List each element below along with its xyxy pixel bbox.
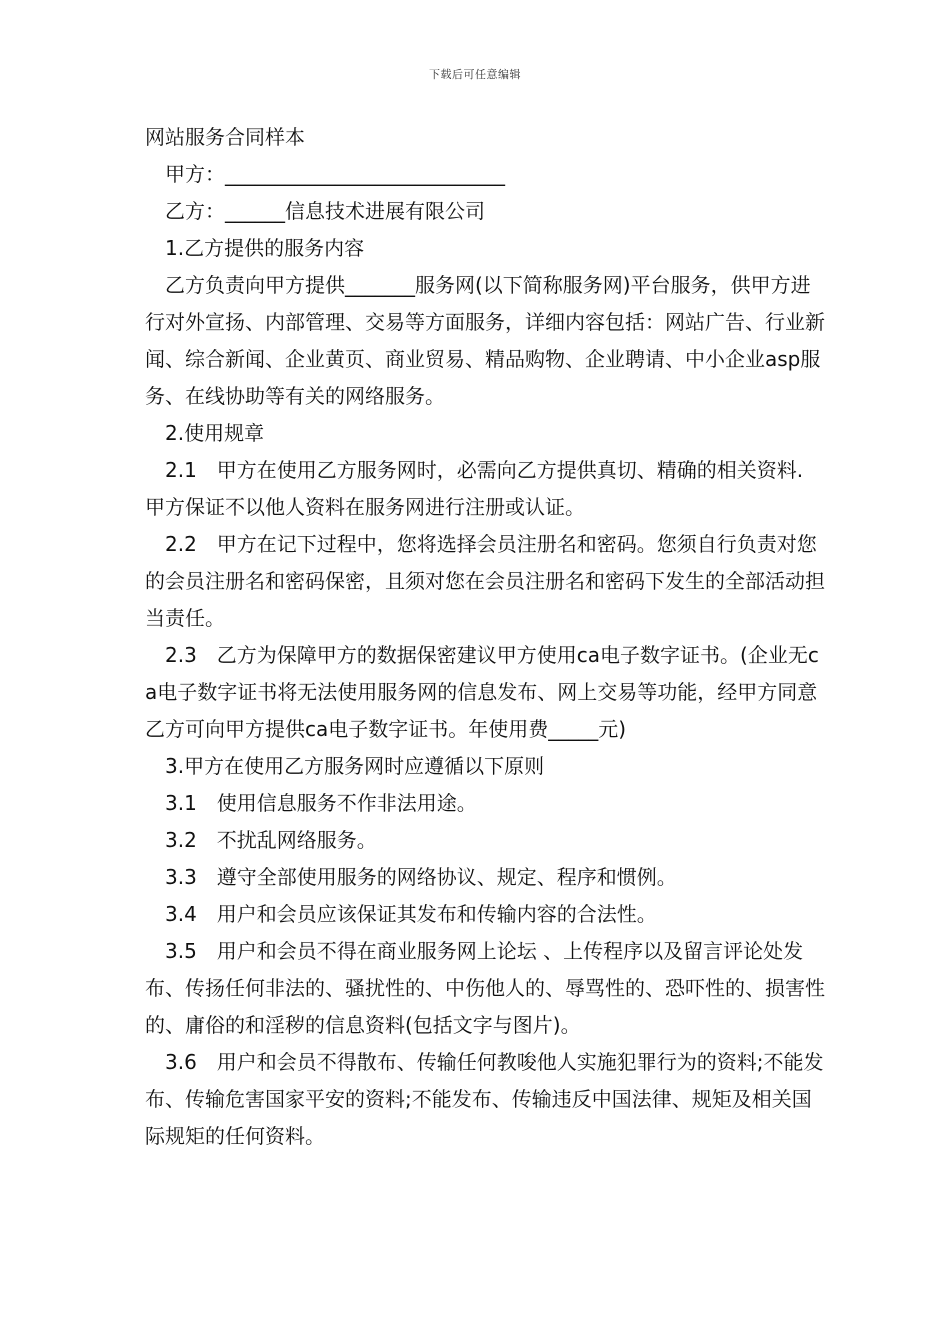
page-header-note: 下载后可任意编辑 (429, 68, 521, 81)
document-body (145, 119, 825, 1155)
clause-2-1: 2.1 甲方在使用乙方服务网时，必需向乙方提供真切、精确的相关资料. 甲方保证不以他人资料在服务网进行注册或认证。 (145, 458, 810, 519)
clause-3-1: 3.1 使用信息服务不作非法用途。 (165, 791, 477, 815)
clause-3-4: 3.4 用户和会员应该保证其发布和传输内容的合法性。 (165, 902, 657, 926)
clause-3-2: 3.2 不扰乱网络服务。 (165, 828, 377, 852)
section-1-heading: 1.乙方提供的服务内容 (165, 236, 365, 260)
clause-3-6: 3.6 用户和会员不得散布、传输任何教唆他人实施犯罪行为的资料;不能发布、传输危害国家平安的资料;不能发布、传输违反中国法律、规矩及相关国际规矩的任何资料。 (145, 1050, 824, 1148)
section-3-heading: 3.甲方在使用乙方服务网时应遵循以下原则 (165, 754, 545, 778)
clause-2-3: 2.3 乙方为保障甲方的数据保密建议甲方使用ca电子数字证书。(企业无ca电子数字证书将无法使用服务网的信息发布、网上交易等功能，经甲方同意乙方可向甲方提供ca电子数字证书。年使用费_____元) (145, 643, 819, 741)
clause-3-5: 3.5 用户和会员不得在商业服务网上论坛 、上传程序以及留言评论处发布、传扬任何非法的、骚扰性的、中伤他人的、辱骂性的、恐吓性的、损害性的、庸俗的和淫秽的信息资料(包括文字与图片)。 (145, 939, 825, 1037)
section-2-heading: 2.使用规章 (165, 421, 265, 445)
section-1-body: 乙方负责向甲方提供_______服务网(以下简称服务网)平台服务，供甲方进行对外宣扬、内部管理、交易等方面服务，详细内容包括：网站广告、行业新闻、综合新闻、企业黄页、商业贸易、精品购物、企业聘请、中小企业asp服务、在线协助等有关的网络服务。 (145, 273, 825, 408)
party-b-line: 乙方：______信息技术进展有限公司 (165, 199, 485, 223)
document-title: 网站服务合同样本 (145, 125, 305, 149)
clause-2-2: 2.2 甲方在记下过程中，您将选择会员注册名和密码。您须自行负责对您的会员注册名和密码保密，且须对您在会员注册名和密码下发生的全部活动担当责任。 (145, 532, 825, 630)
clause-3-3: 3.3 遵守全部使用服务的网络协议、规定、程序和惯例。 (165, 865, 677, 889)
party-a-line: 甲方：____________________________ (165, 162, 505, 186)
